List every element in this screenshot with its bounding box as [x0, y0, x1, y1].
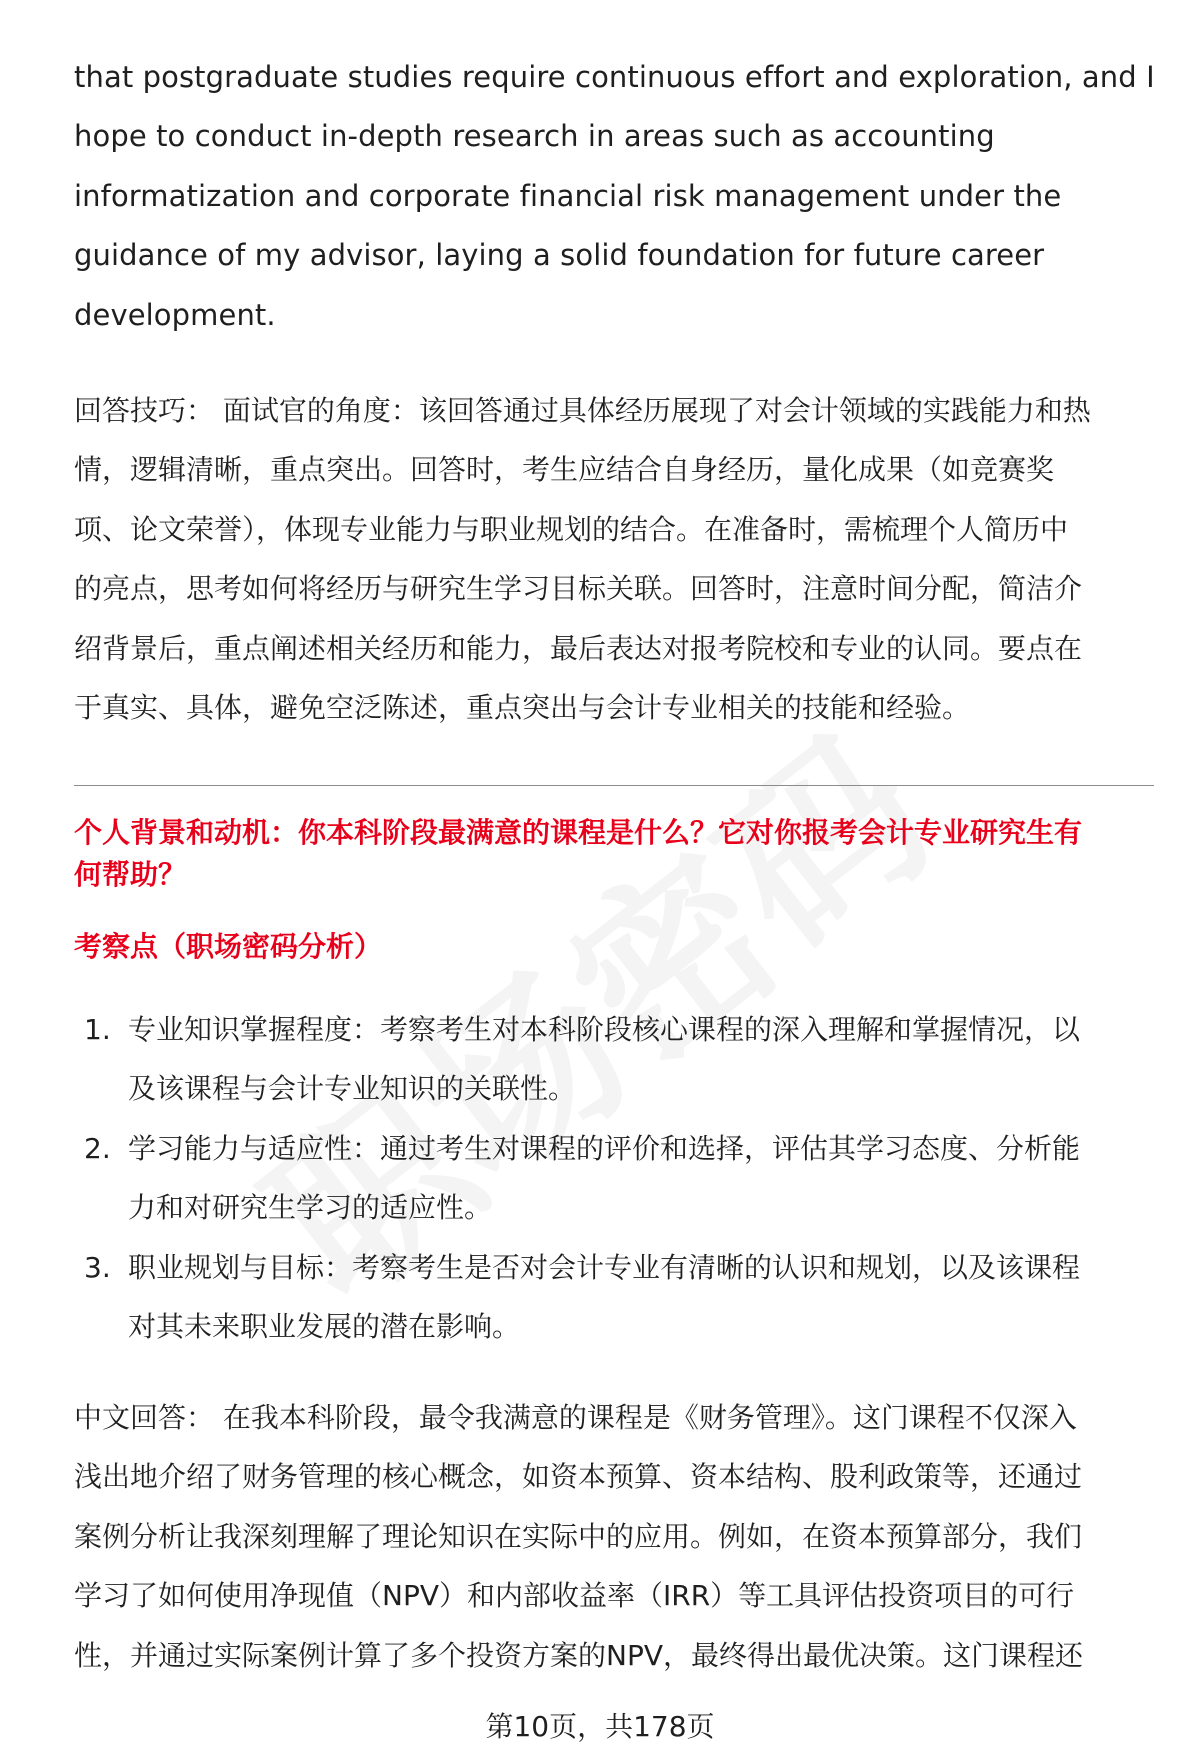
tips-line: 于真实、具体，避免空泛陈述，重点突出与会计专业相关的技能和经验。 — [74, 690, 971, 724]
intro-line: guidance of my advisor, laying a solid foundation for future career — [74, 238, 1045, 273]
list-item-line: 职业规划与目标：考察考生是否对会计专业有清晰的认识和规划，以及该课程 — [128, 1250, 1081, 1284]
list-item-line: 力和对研究生学习的适应性。 — [128, 1191, 493, 1225]
tips-line: 的亮点，思考如何将经历与研究生学习目标关联。回答时，注意时间分配，简洁介 — [74, 572, 1083, 606]
page-number-footer: 第10页，共178页 — [485, 1710, 715, 1743]
list-number: 3. — [84, 1250, 111, 1284]
analysis-subheading: 考察点（职场密码分析） — [74, 930, 383, 963]
answer-line: 中文回答： 在我本科阶段，最令我满意的课程是《财务管理》。这门课程不仅深入 — [74, 1401, 1077, 1434]
answer-paragraph — [74, 1388, 1154, 1685]
answer-line: 浅出地介绍了财务管理的核心概念，如资本预算、资本结构、股利政策等，还通过 — [74, 1460, 1083, 1494]
question-heading — [74, 812, 1154, 896]
intro-line: hope to conduct in-depth research in areas such as accounting — [74, 119, 995, 154]
answer-line: 案例分析让我深刻理解了理论知识在实际中的应用。例如，在资本预算部分，我们 — [74, 1519, 1083, 1553]
list-number: 1. — [84, 1013, 111, 1046]
question-line: 何帮助？ — [74, 858, 187, 891]
list-item — [74, 1119, 1154, 1238]
analysis-points-list — [74, 1000, 1154, 1356]
tips-line: 绍背景后，重点阐述相关经历和能力，最后表达对报考院校和专业的认同。要点在 — [74, 631, 1083, 665]
list-item — [74, 1000, 1154, 1119]
tips-line: 回答技巧： 面试官的角度：该回答通过具体经历展现了对会计领域的实践能力和热 — [74, 394, 1091, 427]
list-item-line: 及该课程与会计专业知识的关联性。 — [128, 1072, 577, 1106]
intro-line: that postgraduate studies require continuous effort and exploration, and I — [74, 60, 1155, 94]
list-item-line: 专业知识掌握程度：考察考生对本科阶段核心课程的深入理解和掌握情况，以 — [128, 1013, 1081, 1046]
list-item-line: 学习能力与适应性：通过考生对课程的评价和选择，评估其学习态度、分析能 — [128, 1131, 1081, 1165]
list-number: 2. — [84, 1131, 111, 1165]
tips-line: 项、论文荣誉），体现专业能力与职业规划的结合。在准备时，需梳理个人简历中 — [74, 512, 1069, 546]
question-line: 个人背景和动机：你本科阶段最满意的课程是什么？它对你报考会计专业研究生有 — [74, 816, 1083, 849]
tips-line: 情，逻辑清晰，重点突出。回答时，考生应结合自身经历，量化成果（如竞赛奖 — [74, 453, 1055, 487]
list-item — [74, 1238, 1154, 1357]
tips-paragraph — [74, 381, 1154, 737]
section-divider — [74, 785, 1154, 786]
answer-line: 性，并通过实际案例计算了多个投资方案的NPV，最终得出最优决策。这门课程还 — [74, 1638, 1083, 1672]
intro-paragraph — [74, 48, 1154, 345]
intro-line: development. — [74, 297, 276, 332]
list-item-line: 对其未来职业发展的潜在影响。 — [128, 1309, 521, 1343]
intro-line: informatization and corporate financial risk management under the — [74, 178, 1062, 213]
answer-line: 学习了如何使用净现值（NPV）和内部收益率（IRR）等工具评估投资项目的可行 — [74, 1579, 1075, 1613]
